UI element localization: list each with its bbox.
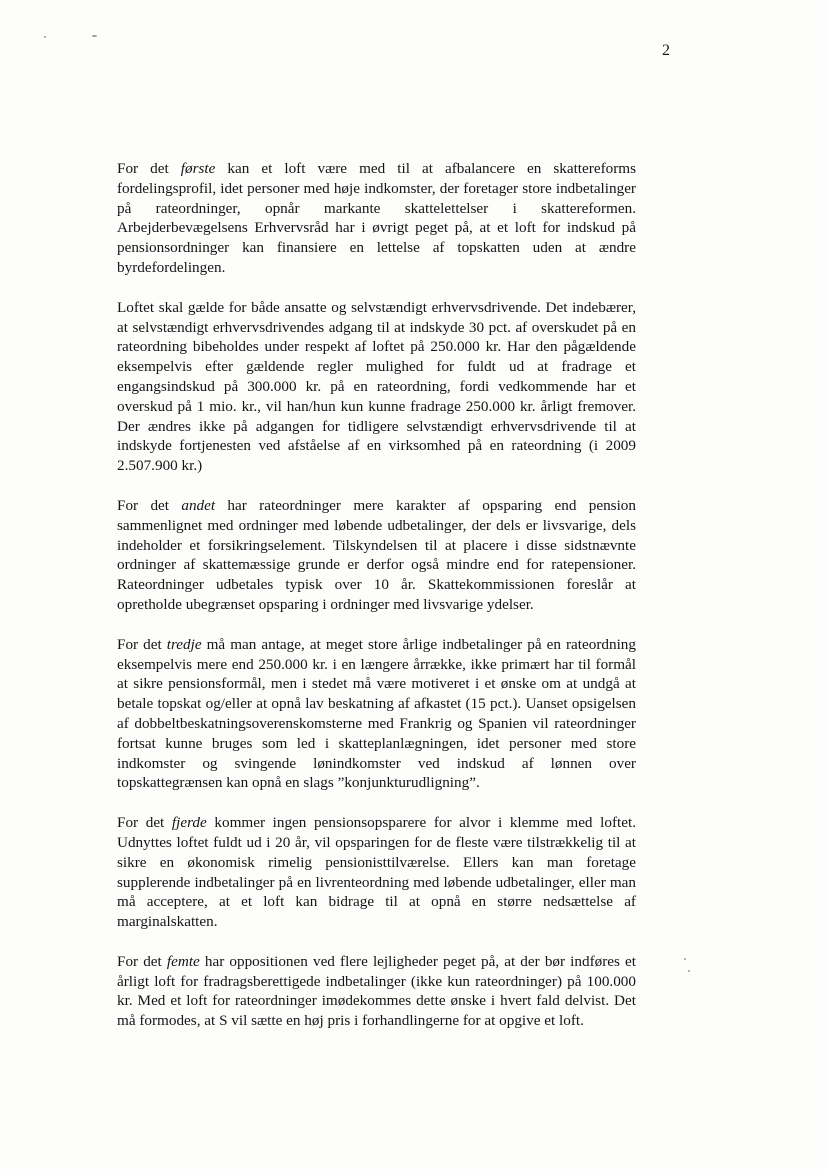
scan-speck	[688, 970, 690, 972]
paragraph-text: kan et loft være med til at afbalancere en skattereforms fordelingsprofil, idet personer med høje indkomster, der foretager store indbetalinger på rateordninger, opnår markante skattelettelser i skattereformen. Arbejderbevægelsens Erhvervsråd har i øvrigt peget på, at et loft for indskud på pensionsordninger kan finansiere en lettelse af topskatten uden at ændre byrdefordelingen.	[117, 160, 637, 276]
paragraph-fourth	[117, 813, 636, 932]
document-body	[117, 159, 636, 1031]
paragraph-text: kommer ingen pensionsopsparere for alvor i klemme med loftet. Udnyttes loftet fuldt ud i 20 år, vil opsparingen for de fleste være tilstrækkelig til at sikre en økonomisk rimelig pensionisttilværelse. Ellers kan man foretage supplerende indbetalinger på en livrenteordning med løbende udbetalinger, eller man må acceptere, at et loft kan bidrage til at opnå en større nedsættelse af marginalskatten.	[117, 814, 636, 931]
scan-speck	[92, 35, 97, 37]
paragraph-first	[117, 159, 636, 278]
paragraph-lead: For det	[117, 496, 182, 514]
paragraph-text: har rateordninger mere karakter af opsparing end pension sammenlignet med ordninger med løbende udbetalinger, der dels er livsvarige, dels indeholder et forsikringselement. Tilskyndelsen til at placere i disse sidstnævnte ordninger af skattemæssige grunde er derfor også mindre end for ratepensioner. Rateordninger udbetales typisk over 10 år. Skattekommissionen foreslår at opretholde ubegrænset opsparing i ordninger med livsvarige ydelser.	[117, 496, 636, 613]
page-number: 2	[662, 42, 670, 59]
paragraph-third	[117, 635, 636, 793]
paragraph-emphasis: fjerde	[171, 814, 207, 832]
paragraph-lead: For det	[117, 814, 172, 832]
paragraph-text: har oppositionen ved flere lejligheder peget på, at der bør indføres et årligt loft for fradragsberettigede indbetalinger (ikke kun rateordninger) på 100.000 kr. Med et loft for rateordninger imødekommes dette ønske i hvert fald delvist. Det må formodes, at S vil sætte en høj pris i forhandlingerne for at opgive et loft.	[117, 952, 637, 1030]
paragraph-emphasis: første	[180, 160, 216, 177]
paragraph-lead: For det	[117, 160, 181, 177]
paragraph-emphasis: andet	[181, 496, 216, 514]
paragraph-emphasis: tredje	[166, 635, 202, 653]
scan-speck	[44, 36, 46, 38]
paragraph-text: må man antage, at meget store årlige indbetalinger på en rateordning eksempelvis mere end 250.000 kr. i en længere årrække, ikke primært har til formål at sikre pensionsformål, men i stedet må være motiveret i et ønske om at undgå at betale topskat og/eller at opnå lav beskatning af afkastet (15 pct.). Uanset opsigelsen af dobbeltbeskatningsoverenskomsterne med Frankrig og Spanien vil rateordninger fortsat kunne bruges som led i skatteplanlægningen, idet personer med store indkomster og svingende lønindkomster ved indskud af lønnen over topskattegrænsen kan opnå en slags ”konjunkturudligning”.	[117, 635, 636, 792]
paragraph-text: Loftet skal gælde for både ansatte og selvstændigt erhvervsdrivende. Det indebærer, at selvstændigt erhvervsdrivendes adgang til at indskyde 30 pct. af overskudet på en rateordning bibeholdes under respekt af loftet på 250.000 kr. Har den pågældende eksempelvis efter gældende regler mulighed for fuldt ud at fradrage et engangsindskud på 300.000 kr. på en rateordning, fordi vedkommende har et overskud på 1 mio. kr., vil han/hun kun kunne fradrage 250.000 kr. årligt fremover. Der ændres ikke på adgangen for tidligere selvstændigt erhvervsdrivende til at indskyde fortjenesten ved afståelse af en virksomhed på en rateordning (i 2009 2.507.900 kr.)	[117, 298, 636, 475]
paragraph-second	[117, 496, 636, 615]
scan-speck	[684, 958, 686, 960]
paragraph-fifth	[117, 952, 636, 1031]
paragraph-ceiling-scope	[117, 298, 636, 476]
paragraph-lead: For det	[117, 635, 167, 653]
paragraph-emphasis: femte	[166, 952, 200, 970]
paragraph-lead: For det	[117, 952, 167, 970]
